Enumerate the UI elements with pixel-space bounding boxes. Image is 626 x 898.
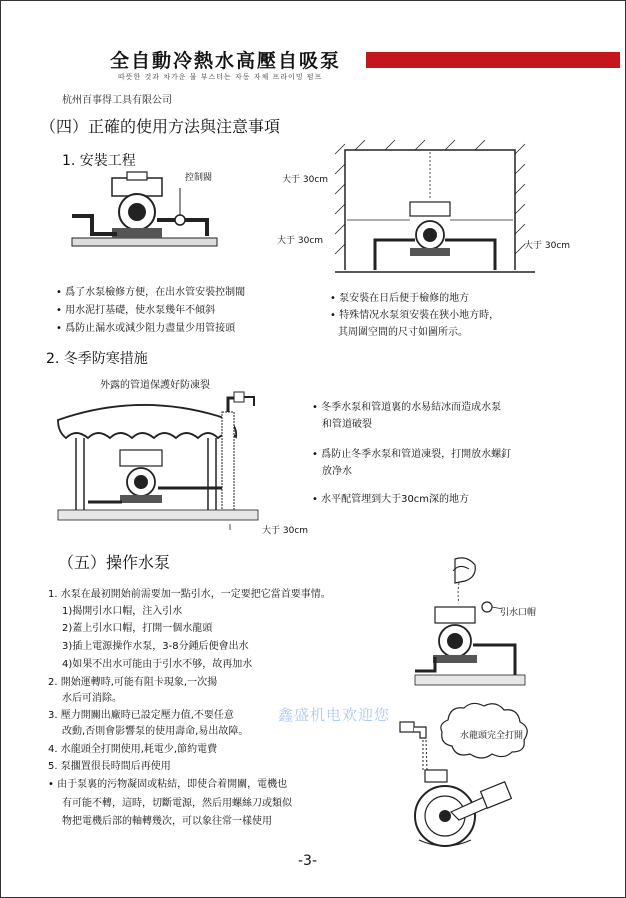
op-line-6: 2. 開始運轉時,可能有阻卡現象,一次揚 — [48, 677, 218, 688]
install-right-bullet-2: • 特殊情况水泵須安裝在狹小地方時， — [330, 310, 500, 321]
install-right-bullet-2b: 其周圍空間的尺寸如圖所示。 — [338, 327, 468, 338]
op-line-5: 4)如果不出水可能由于引水不够，故再加水 — [62, 659, 253, 670]
winter-shelter-illustration — [58, 392, 288, 532]
op-line-12-text: 由于泵裏的污物凝固或粘結，即使合着開關，電機也 — [57, 779, 288, 790]
dim-right-label: 大于 30cm — [524, 241, 571, 251]
section5-heading: （五）操作水泵 — [58, 553, 171, 572]
winter-bullet-2: • 爲防止冬季水泵和管道凍裂，打開放水螺釘 — [312, 449, 512, 460]
shaft-turning-illustration — [405, 770, 520, 850]
install-bullet-3-text: 爲防止漏水或減少阻力盡量少用管接頭 — [65, 323, 236, 334]
priming-illustration — [415, 555, 535, 695]
winter-bullet-1b: 和管道破裂 — [322, 419, 372, 430]
install-bullet-2-text: 用水泥打基礎，使水泵幾年不傾斜 — [65, 305, 216, 316]
winter-dim-label: 大于 30cm — [262, 526, 309, 536]
winter-caption: 外露的管道保護好防凍裂 — [100, 380, 210, 391]
op-line-4: 3)插上電源操作水泵，3-8分鍾后便會出水 — [62, 641, 249, 652]
op-line-9: 改動,否則會影響泵的使用壽命,易出故障。 — [62, 726, 249, 737]
winter-bullet-2b: 放净水 — [322, 466, 352, 477]
winter-bullet-3: • 水平配管埋到大于30cm深的地方 — [312, 494, 470, 505]
install-heading: 1. 安裝工程 — [62, 153, 136, 169]
install-right-bullet-2-text: 特殊情况水泵須安裝在狹小地方時， — [339, 310, 500, 321]
winter-bullet-1: • 冬季水泵和管道裏的水易結冰而造成水泵 — [312, 402, 502, 413]
install-bullet-2: • 用水泥打基礎，使水泵幾年不傾斜 — [56, 305, 216, 316]
section4-heading: （四）正確的使用方法與注意事項 — [40, 117, 281, 136]
page-number: -3- — [298, 853, 318, 869]
install-bullet-1: • 爲了水泵檢修方便，在出水管安裝控制閥 — [56, 287, 246, 298]
page-title: 全自動冷熱水高壓自吸泵 — [110, 50, 342, 72]
op-line-7: 水后可消除。 — [62, 693, 122, 704]
op-line-12: • 由于泵裏的污物凝固或粘結，即使合着開關，電機也 — [48, 779, 288, 790]
install-right-bullet-1-text: 泵安裝在日后便于檢修的地方 — [339, 293, 470, 304]
op-line-1: 1. 水泵在最初開始前需要加一點引水，一定要把它當首要事情。 — [48, 589, 331, 600]
op-line-14: 物把電機后部的軸轉幾次，可以象往常一樣使用 — [62, 816, 272, 827]
dim-top-label: 大于 30cm — [282, 175, 329, 185]
install-space-diagram — [335, 140, 535, 280]
op-line-10: 4. 水龍頭全打開使用,耗電少,節約電費 — [48, 744, 218, 755]
title-red-bar — [366, 52, 620, 68]
op-line-13: 有可能不轉，這時，切斷電源，然后用螺絲刀或類似 — [62, 798, 292, 809]
cap-label: 引水口帽 — [500, 608, 537, 618]
install-bullet-1-text: 爲了水泵檢修方便，在出水管安裝控制閥 — [65, 287, 246, 298]
install-right-bullet-1: • 泵安裝在日后便于檢修的地方 — [330, 293, 470, 304]
winter-bullet-3-text: 水平配管埋到大于30cm深的地方 — [321, 494, 470, 505]
tap-label: 水龍頭完全打開 — [460, 731, 524, 741]
op-line-3: 2)蓋上引水口帽，打開一個水龍頭 — [62, 623, 213, 634]
winter-bullet-1-text: 冬季水泵和管道裏的水易結冰而造成水泵 — [321, 402, 502, 413]
watermark: 鑫盛机电欢迎您 — [278, 706, 391, 724]
op-line-2: 1)揭開引水口帽，注入引水 — [62, 606, 183, 617]
valve-label: 控制閥 — [185, 173, 213, 183]
company-name: 杭州百事得工具有限公司 — [62, 95, 172, 106]
op-line-11: 5. 泵擱置很長時間后再使用 — [48, 761, 171, 772]
korean-subtitle: 따뜻한 것과 차가운 물 부스터는 자동 자체 프라이밍 펌프 — [118, 73, 323, 81]
dim-left-label: 大于 30cm — [277, 236, 324, 246]
op-line-8: 3. 壓力開關出廠時已設定壓力值,不要任意 — [48, 710, 234, 721]
install-bullet-3: • 爲防止漏水或減少阻力盡量少用管接頭 — [56, 323, 236, 334]
winter-bullet-2-text: 爲防止冬季水泵和管道凍裂，打開放水螺釘 — [321, 449, 512, 460]
install-pump-illustration — [72, 170, 222, 260]
winter-heading: 2. 冬季防寒措施 — [46, 351, 148, 367]
